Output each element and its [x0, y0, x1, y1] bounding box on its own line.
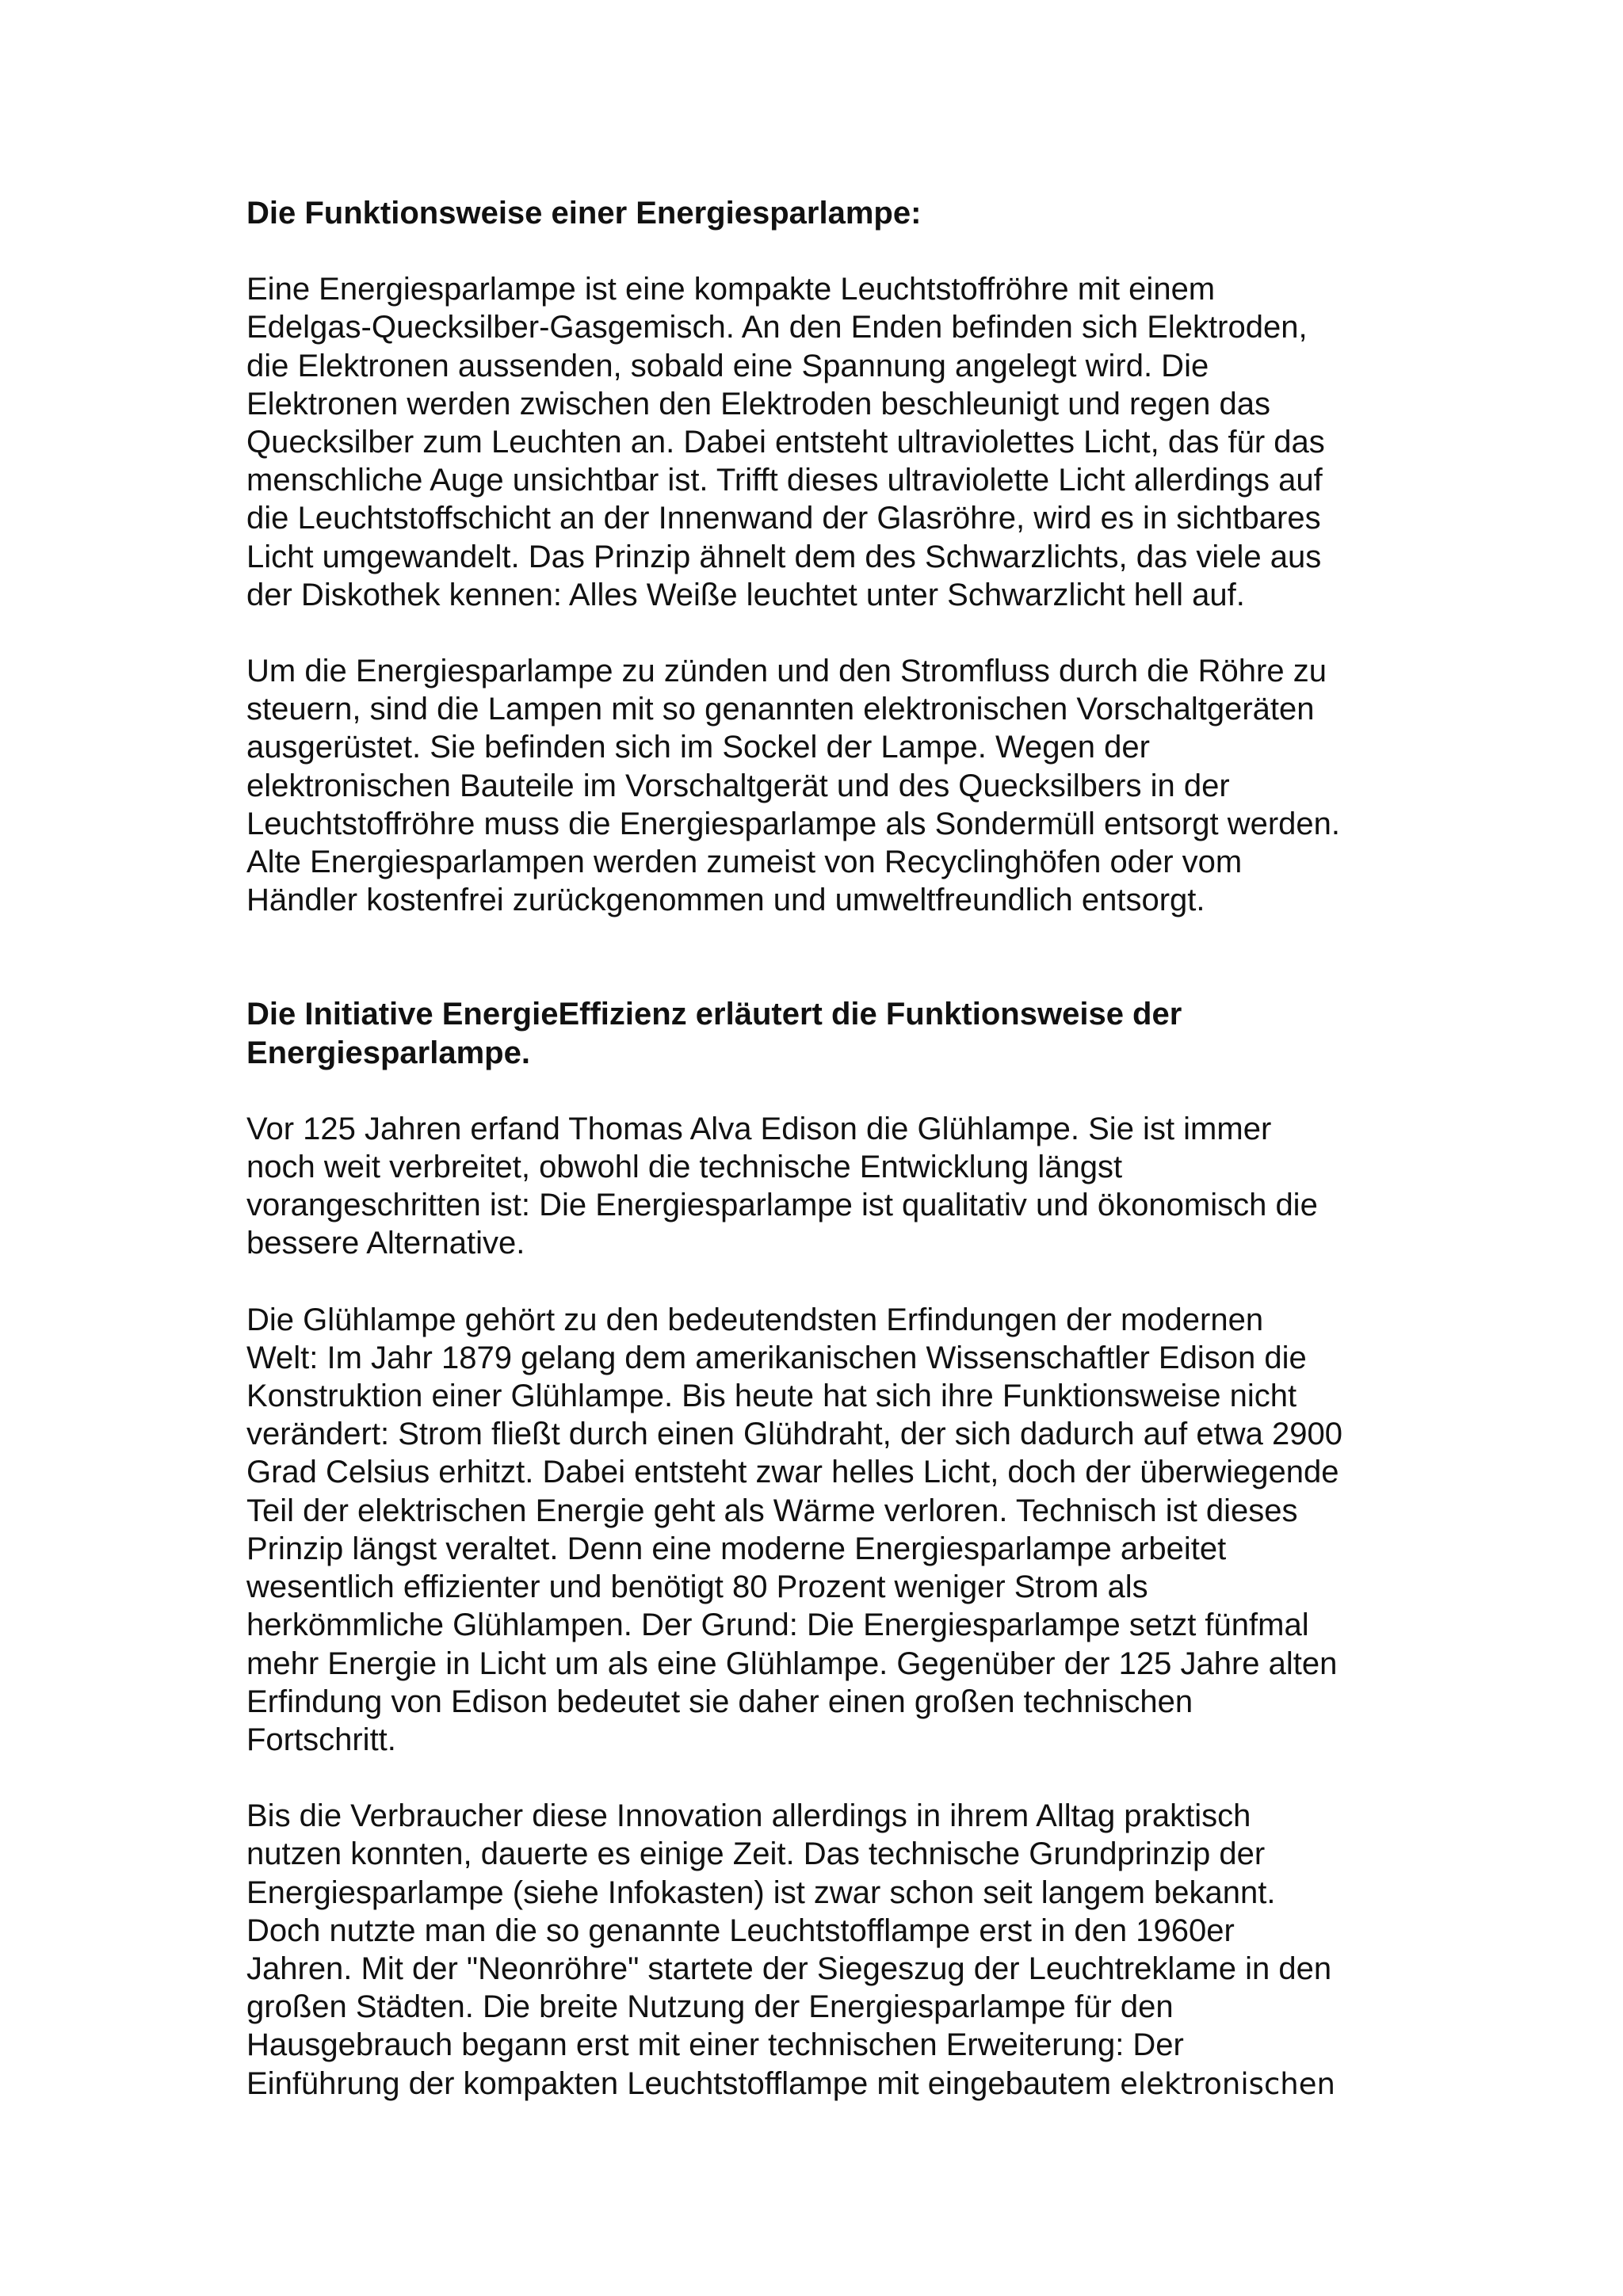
text-line: steuern, sind die Lampen mit so genannten elektronischen Vorschaltgeräten [246, 692, 1315, 727]
text-line: nutzen konnten, dauerte es einige Zeit. Das technische Grundprinzip der [246, 1836, 1266, 1872]
section-spacer [246, 919, 1419, 995]
text-line-end: elektronischen [1120, 2066, 1335, 2101]
document-body [246, 194, 1419, 2103]
text-line: vorangeschritten ist: Die Energiesparlampe ist qualitativ und ökonomisch die [246, 1188, 1318, 1223]
text-line: Jahren. Mit der "Neonröhre" startete der Siegeszug der Leuchtreklame in den [246, 1951, 1332, 1986]
text-line: Konstruktion einer Glühlampe. Bis heute hat sich ihre Funktionsweise nicht [246, 1379, 1297, 1414]
text-line: Um die Energiesparlampe zu zünden und den Stromfluss durch die Röhre zu [246, 654, 1327, 689]
text-line: Energiesparlampe (siehe Infokasten) ist zwar schon seit langem bekannt. [246, 1875, 1276, 1910]
text-line: Fortschritt. [246, 1722, 396, 1757]
heading-line: Die Funktionsweise einer Energiesparlampe: [246, 196, 922, 231]
section-heading [246, 194, 1419, 232]
text-line: wesentlich effizienter und benötigt 80 Prozent weniger Strom als [246, 1569, 1148, 1605]
text-line: der Diskothek kennen: Alles Weiße leuchtet unter Schwarzlicht hell auf. [246, 577, 1245, 612]
text-line: Quecksilber zum Leuchten an. Dabei entsteht ultraviolettes Licht, das für das [246, 425, 1325, 460]
text-line: die Elektronen aussenden, sobald eine Spannung angelegt wird. Die [246, 348, 1209, 383]
text-line: menschliche Auge unsichtbar ist. Trifft dieses ultraviolette Licht allerdings auf [246, 463, 1323, 498]
paragraph [246, 270, 1419, 614]
text-line: Hausgebrauch begann erst mit einer technischen Erweiterung: Der [246, 2027, 1184, 2063]
text-line: Leuchtstoffröhre muss die Energiesparlampe als Sondermüll entsorgt werden. [246, 806, 1340, 841]
text-line: Die Glühlampe gehört zu den bedeutendsten Erfindungen der modernen [246, 1302, 1264, 1337]
text-line: Grad Celsius erhitzt. Dabei entsteht zwar helles Licht, doch der überwiegende [246, 1455, 1339, 1490]
text-line: Prinzip längst veraltet. Denn eine moderne Energiesparlampe arbeitet [246, 1531, 1227, 1566]
section-heading [246, 995, 1419, 1071]
text-line: Alte Energiesparlampen werden zumeist von Recyclinghöfen oder vom [246, 845, 1243, 880]
paragraph [246, 1301, 1419, 1759]
paragraph [246, 1110, 1419, 1263]
text-line: Händler kostenfrei zurückgenommen und umweltfreundlich entsorgt. [246, 883, 1205, 918]
text-line: Eine Energiesparlampe ist eine kompakte Leuchtstoffröhre mit einem [246, 272, 1216, 307]
text-line: elektronischen Bauteile im Vorschaltgerät und des Quecksilbers in der [246, 768, 1230, 803]
text-line: verändert: Strom fließt durch einen Glühdraht, der sich dadurch auf etwa 2900 [246, 1417, 1342, 1452]
text-line-last [246, 2065, 1419, 2103]
text-line: Erfindung von Edison bedeutet sie daher einen großen technischen [246, 1684, 1193, 1719]
text-line: Welt: Im Jahr 1879 gelang dem amerikanischen Wissenschaftler Edison die [246, 1340, 1307, 1375]
heading-line: Energiesparlampe. [246, 1035, 530, 1070]
text-line: großen Städten. Die breite Nutzung der Energiesparlampe für den [246, 1989, 1174, 2025]
paragraph [246, 1797, 1419, 2103]
paragraph-spacer [246, 614, 1419, 652]
paragraph-spacer [246, 1759, 1419, 1797]
text-line: Doch nutzte man die so genannte Leuchtstofflampe erst in den 1960er [246, 1913, 1235, 1948]
text-line: Edelgas-Quecksilber-Gasgemisch. An den Enden befinden sich Elektroden, [246, 310, 1308, 345]
paragraph-spacer [246, 232, 1419, 270]
paragraph-spacer [246, 1263, 1419, 1301]
text-line-start: Einführung der kompakten Leuchtstofflampe mit eingebautem [246, 2065, 1121, 2101]
paragraph-spacer [246, 1072, 1419, 1110]
text-line: Elektronen werden zwischen den Elektroden beschleunigt und regen das [246, 386, 1270, 421]
text-line: noch weit verbreitet, obwohl die technische Entwicklung längst [246, 1150, 1123, 1185]
text-line: die Leuchtstoffschicht an der Innenwand der Glasröhre, wird es in sichtbares [246, 501, 1321, 536]
paragraph [246, 652, 1419, 919]
text-line: Bis die Verbraucher diese Innovation allerdings in ihrem Alltag praktisch [246, 1798, 1251, 1834]
text-line: herkömmliche Glühlampen. Der Grund: Die Energiesparlampe setzt fünfmal [246, 1608, 1309, 1643]
text-line: Vor 125 Jahren erfand Thomas Alva Edison die Glühlampe. Sie ist immer [246, 1111, 1272, 1146]
text-line: Licht umgewandelt. Das Prinzip ähnelt dem des Schwarzlichts, das viele aus [246, 539, 1322, 574]
heading-line: Die Initiative EnergieEffizienz erläutert die Funktionsweise der [246, 997, 1182, 1032]
text-line: mehr Energie in Licht um als eine Glühlampe. Gegenüber der 125 Jahre alten [246, 1646, 1338, 1681]
text-line: bessere Alternative. [246, 1226, 525, 1261]
text-line: Teil der elektrischen Energie geht als Wärme verloren. Technisch ist dieses [246, 1493, 1298, 1528]
text-line: ausgerüstet. Sie befinden sich im Sockel der Lampe. Wegen der [246, 730, 1150, 765]
